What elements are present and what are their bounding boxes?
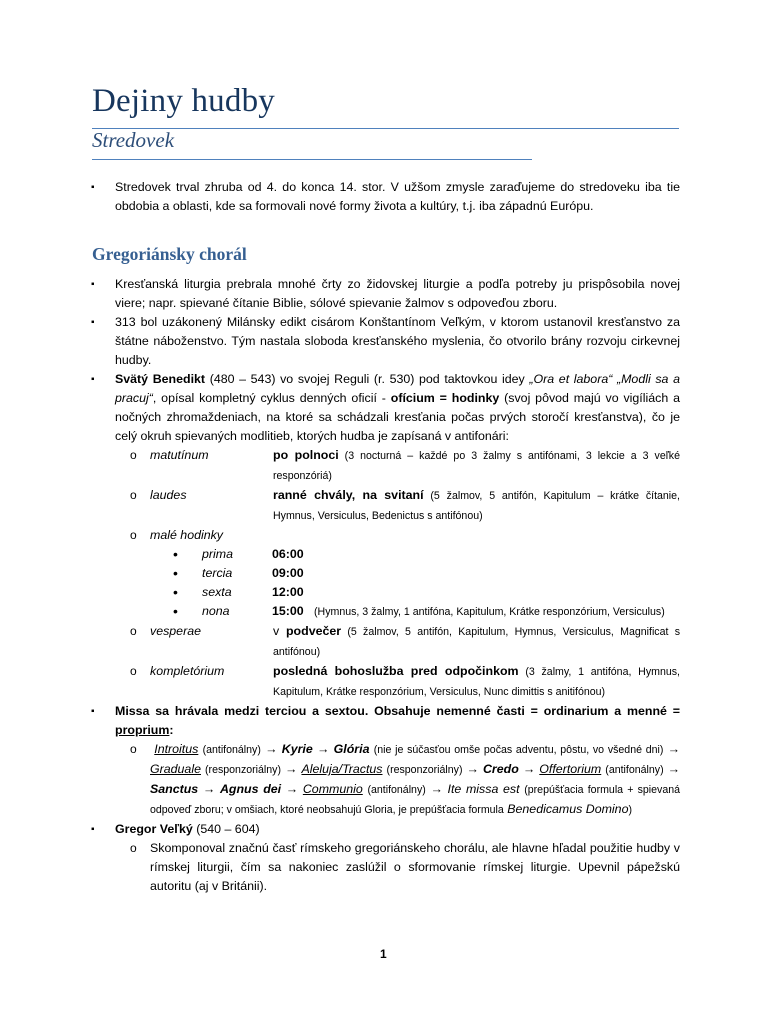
list-item [92,313,680,370]
arrow-icon: → [667,742,681,756]
hour-note: (5 žalmov, 5 antifón, Kapitulum – krátke čítanie, Hymnus, Versiculus, Bedenictus s antifónou) [273,490,680,522]
circle-bullet-icon: o [130,528,137,542]
small-hour-term: nona [202,604,230,618]
hour-item [92,662,680,702]
hour-note: (5 žalmov, 5 antifón, Kapitulum, Hymnus, Versiculus, Magnificat s antifónou) [273,626,681,658]
small-hour-time: 12:00 [272,585,304,599]
officium-term: ofícium = hodinky [390,391,500,405]
page-subtitle: Stredovek [92,128,175,152]
arrow-icon: → [317,742,330,756]
mass-note: (nie je súčasťou omše počas adventu, pôstu, vo všedné dni) [373,744,664,756]
page-title: Dejiny hudby [92,83,275,119]
dot-bullet-icon: • [173,565,178,581]
hour-item [92,622,680,662]
arrow-icon: → [667,762,681,776]
hour-term: laudes [150,488,187,502]
hour-time: po polnoci [273,448,339,462]
hour-item [92,526,680,545]
mass-part: Communio [302,782,363,796]
small-hour-item [92,564,680,583]
small-hour-time: 06:00 [272,547,304,561]
hour-term: kompletórium [150,664,225,678]
dot-bullet-icon: • [173,603,178,619]
ordinarium-term: ordinarium [543,704,609,718]
mass-part: Graduale [150,762,201,776]
main-list [92,275,680,896]
circle-bullet-icon: o [130,488,137,502]
gregor-years: (540 – 604) [192,822,260,836]
mass-part: Sanctus [150,782,199,796]
hour-note: (3 žalmy, 1 antifóna, Hymnus, Kapitulum, Krátke responzórium, Versiculus, Nunc dimittis s anitifónou) [273,666,680,698]
mass-note: (antifonálny) [202,744,261,756]
intro-block [92,178,680,216]
subtitle-underline [92,159,532,160]
square-bullet-icon: ▪ [91,317,95,328]
mass-note: (responzoriálny) [386,764,463,776]
list-item [92,820,680,839]
circle-bullet-icon: o [130,624,137,638]
arrow-icon: → [466,762,479,776]
mass-note: (antifonálny) [367,784,426,796]
circle-bullet-icon: o [130,841,137,855]
small-hour-term: sexta [202,585,232,599]
paragraph-text: (svoj pôvod majú vo vigíliách a nočných zhromaždeniach, na ktoré sa schádzali kresťania počas prvých storočí kresťanstva), čo je celý okruh spievaných modlitieb, ktorých hudba je zapísaná v antifonári: [115,391,680,443]
dot-bullet-icon: • [173,546,178,562]
small-hour-item [92,583,680,602]
mass-part: Ite missa est [447,782,520,796]
intro-text: Stredovek trval zhruba od 4. do konca 14. stor. V užšom zmysle zaraďujeme do stredoveku iba tie obdobia a oblasti, kde sa formovali nové formy života a kultúry, t.j. iba západnú Európu. [115,180,680,213]
list-item [92,275,680,313]
square-bullet-icon: ▪ [91,182,95,193]
mass-part: Credo [482,762,519,776]
circle-bullet-icon: o [130,742,137,756]
square-bullet-icon: ▪ [91,374,95,385]
small-hour-note: (Hymnus, 3 žalmy, 1 antifóna, Kapitulum, Krátke responzórium, Versiculus) [314,606,665,618]
arrow-icon: → [430,782,443,796]
missa-text: a menné = [608,704,680,718]
mass-part: Kyrie [281,742,313,756]
list-item [92,702,680,740]
list-item [92,370,680,446]
hour-time: ranné chvály, na svitaní [273,488,424,502]
mass-note: (prepúšťacia formula + spievaná odpoveď zboru; v omšiach, ktoré neobsahujú Gloria, je prepúšťacia formula [150,784,681,816]
proprium-term: proprium [115,723,170,737]
hour-item [92,446,680,486]
circle-bullet-icon: o [130,448,137,462]
arrow-icon: → [522,762,536,776]
list-item [92,178,680,216]
small-hour-item [92,545,680,564]
arrow-icon: → [285,762,298,776]
hour-time: podvečer [285,624,342,638]
hour-prefix: v [273,624,286,638]
small-hour-time: 09:00 [272,566,304,580]
square-bullet-icon: ▪ [91,824,95,835]
mass-part: Glória [333,742,370,756]
hour-term: matutínum [150,448,209,462]
gregor-item [92,839,680,896]
circle-bullet-icon: o [130,664,137,678]
hour-time: posledná bohoslužba pred odpočinkom [273,664,519,678]
small-hour-term: prima [202,547,233,561]
small-hour-item [92,602,680,622]
mass-part: Offertorium [539,762,602,776]
mass-order-item [92,740,680,820]
hour-note: (3 nocturná – každé po 3 žalmy s antifónami, 3 lekcie a 3 veľké responzóriá) [273,450,680,482]
gregor-text: Skomponoval značnú časť rímskeho gregoriánskeho chorálu, ale hlavne hľadal použitie hudby v rímskej liturgii, čím sa nakoniec zaslúžil o sformovanie rímskej liturgie. Upevnil pápežskú autoritu (aj v Británii). [150,841,680,893]
motto-text: „Ora et labora“ „Modli sa a pracuj“ [115,372,680,405]
mass-part: Benedicamus Domino [507,802,629,816]
mass-note: (antifonálny) [605,764,664,776]
mass-note: (responzoriálny) [205,764,281,776]
colon: : [169,723,174,737]
missa-text: Missa sa hrávala medzi terciou a sextou. Obsahuje nemenné časti = [115,704,544,718]
title-underline [92,128,679,129]
small-hour-term: tercia [202,566,233,580]
paragraph-text: , opísal kompletný cyklus denných oficií - [152,391,391,405]
hour-term: malé hodinky [150,528,224,542]
mass-part: Aleluja/Tractus [301,762,383,776]
paragraph-text: (480 – 543) vo svojej Reguli (r. 530) pod taktovkou idey [205,372,530,386]
page-number: 1 [380,947,387,961]
mass-part: Introitus [154,742,199,756]
arrow-icon: → [202,782,216,796]
arrow-icon: → [265,742,278,756]
square-bullet-icon: ▪ [91,706,95,717]
hour-item [92,486,680,526]
benedikt-name: Svätý Benedikt [115,372,206,386]
square-bullet-icon: ▪ [91,279,95,290]
mass-part: Agnus dei [219,782,282,796]
dot-bullet-icon: • [173,584,178,600]
small-hour-time: 15:00 [272,604,304,618]
paragraph-text: Kresťanská liturgia prebrala mnohé črty zo židovskej liturgie a podľa potreby ju prispôsobila novej viere; napr. spievané čítanie Biblie, sólové spievanie žalmov s odpoveďou zboru. [115,277,680,310]
paragraph-text: 313 bol uzákonený Milánsky edikt cisárom Konštantínom Veľkým, v ktorom ustanovil kresťanstvo za štátne náboženstvo. Tým nastala sloboda kresťanského myslenia, čo otvorilo brány rozvoju cirkevnej hudby. [115,315,680,367]
closing-paren: ) [628,804,632,816]
hour-term: vesperae [150,624,201,638]
arrow-icon: → [285,782,299,796]
gregor-name: Gregor Veľký [115,822,193,836]
section-heading: Gregoriánsky chorál [92,244,247,264]
